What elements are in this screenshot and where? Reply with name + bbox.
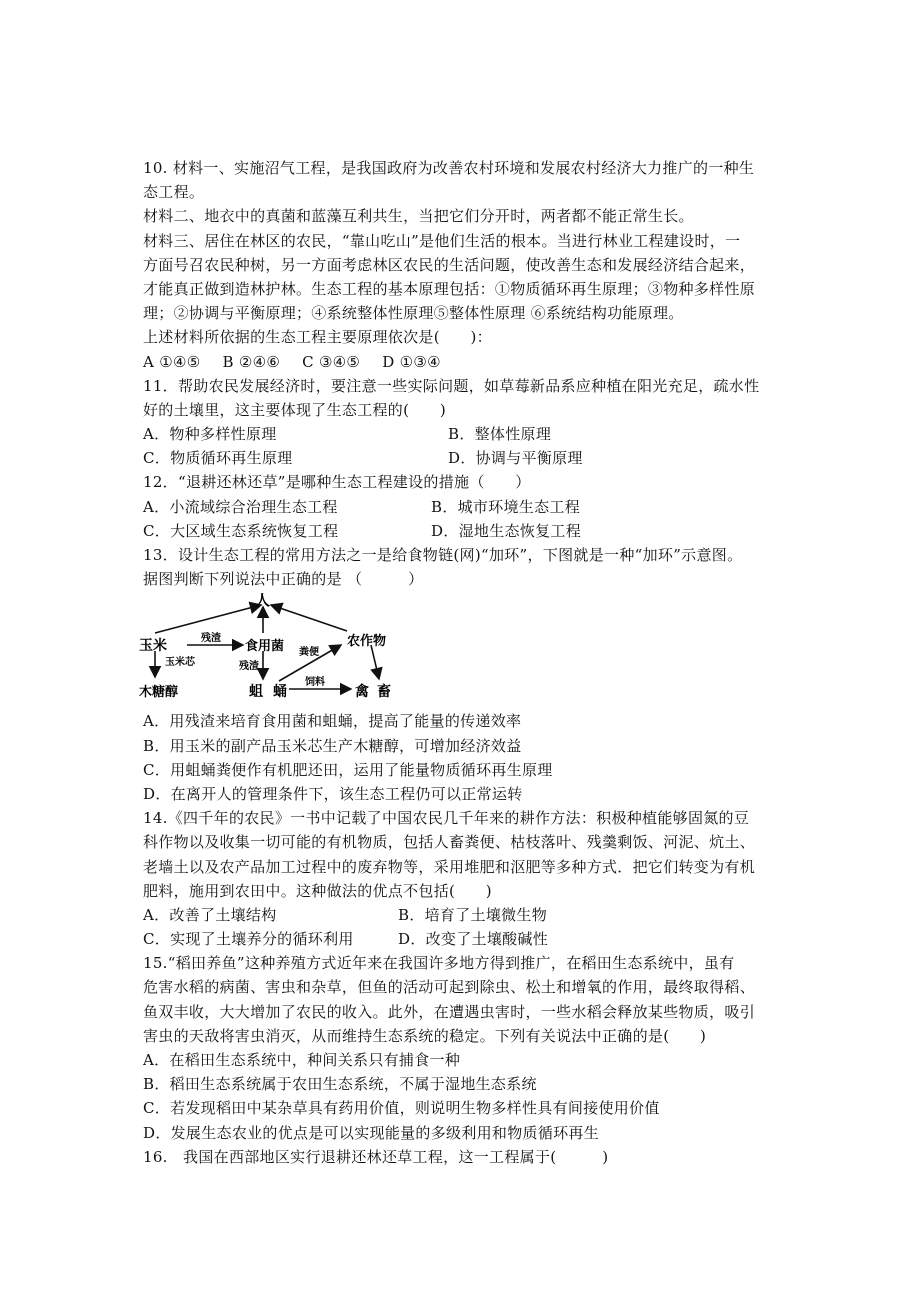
question-text: 13．设计生态工程的常用方法之一是给食物链(网)“加环”，下图就是一种“加环”示意图。 bbox=[143, 546, 743, 564]
option-d: D．在离开人的管理条件下，该生态工程仍可以正常运转 bbox=[143, 784, 523, 803]
option-d: D ①③④ bbox=[382, 352, 441, 371]
option-a: A．物种多样性原理 bbox=[143, 425, 277, 444]
node-mushroom: 食用菌 bbox=[245, 639, 285, 655]
edge-crop-to-human bbox=[271, 605, 347, 631]
question-text: 肥料，施用到农田中。这种做法的优点不包括( ) bbox=[143, 881, 492, 900]
options-row bbox=[143, 927, 783, 951]
options-row bbox=[143, 350, 783, 374]
option-b: B ②④⑥ bbox=[222, 352, 281, 371]
question-10 bbox=[143, 156, 783, 374]
question-stem: 上述材料所依据的生态工程主要原理依次是( )： bbox=[143, 328, 492, 347]
material-text: 才能真正做到造林护林。生态工程的基本原理包括：①物质循环再生原理；③物种多样性原 bbox=[143, 279, 756, 298]
option-d: D．协调与平衡原理 bbox=[448, 449, 583, 468]
edge-label-manure: 粪便 bbox=[299, 647, 319, 659]
question-13 bbox=[139, 543, 783, 806]
option-c: C ③④⑤ bbox=[302, 352, 361, 371]
node-crop: 农作物 bbox=[347, 634, 387, 650]
option-c: C．用蛆蛹粪便作有机肥还田，运用了能量物质循环再生原理 bbox=[143, 760, 553, 779]
question-text: 15.“稻田养鱼”这种养殖方式近年来在我国许多地方得到推广，在稻田生态系统中，虽有 bbox=[143, 954, 735, 973]
material-text: 方面号召农民种树，另一方面考虑林区农民的生活问题，使改善生态和发展经济结合起来， bbox=[143, 255, 756, 274]
node-livestock: 畜 bbox=[377, 684, 391, 701]
options-row bbox=[143, 495, 783, 519]
material-text: 理；②协调与平衡原理；④系统整体性原理⑤整体性原理 ⑥系统结构功能原理。 bbox=[143, 304, 684, 323]
material-text: 材料三、居住在林区的农民，“靠山吃山”是他们生活的根本。当进行林业工程建设时，一 bbox=[143, 231, 741, 250]
question-text: 老墙土以及农产品加工过程中的废弃物等，采用堆肥和沤肥等多种方式．把它们转变为有机 bbox=[143, 857, 756, 876]
question-14 bbox=[143, 806, 783, 951]
option-d: D．改变了土壤酸碱性 bbox=[398, 930, 549, 949]
option-c: C．实现了土壤养分的循环利用 bbox=[143, 930, 354, 949]
node-poultry: 禽 bbox=[355, 684, 369, 701]
node-human: 人 bbox=[255, 593, 271, 610]
option-a: A．用残渣来培育食用菌和蛆蛹，提高了能量的传递效率 bbox=[143, 712, 522, 731]
option-a: A．在稻田生态系统中，种间关系只有捕食一种 bbox=[143, 1051, 461, 1069]
node-corn: 玉米 bbox=[139, 638, 167, 655]
question-text: 危害水稻的病菌、害虫和杂草，但鱼的活动可起到除虫、松土和增氧的作用，最终取得稻、 bbox=[143, 978, 756, 997]
edge-label-corncob: 玉米芯 bbox=[165, 657, 195, 669]
node-pupa: 蛹 bbox=[273, 684, 287, 701]
edge-label-residue-2: 残渣 bbox=[239, 661, 259, 673]
option-d: D．发展生态农业的优点是可以实现能量的多级利用和物质循环再生 bbox=[143, 1123, 600, 1142]
option-b: B．培育了土壤微生物 bbox=[398, 905, 548, 924]
question-16 bbox=[143, 1145, 783, 1169]
option-d: D．湿地生态恢复工程 bbox=[431, 521, 582, 540]
edge-label-feed: 饲料 bbox=[305, 677, 325, 689]
question-11 bbox=[143, 374, 783, 471]
question-text: 科作物以及收集一切可能的有机物质，包括人畜粪便、枯枝落叶、残羹剩饭、河泥、炕土、 bbox=[143, 833, 756, 852]
food-chain-diagram bbox=[139, 593, 783, 705]
option-a: A ①④⑤ bbox=[143, 352, 201, 371]
diagram-svg bbox=[139, 593, 399, 705]
option-b: B．整体性原理 bbox=[448, 425, 552, 444]
edge-corn-to-human bbox=[155, 605, 261, 633]
material-text: 材料二、地衣中的真菌和蓝藻互利共生，当把它们分开时，两者都不能正常生长。 bbox=[143, 207, 694, 226]
edge-crop-to-livestock bbox=[371, 645, 379, 679]
question-text: 据图判断下列说法中正确的是 （ ） bbox=[143, 570, 424, 589]
node-maggot: 蛆 bbox=[249, 684, 263, 701]
edge-label-residue: 残渣 bbox=[201, 633, 221, 645]
option-c: C．大区域生态系统恢复工程 bbox=[143, 521, 339, 540]
question-text: 害虫的天敌将害虫消灭，从而维持生态系统的稳定。下列有关说法中正确的是( ) bbox=[143, 1026, 707, 1045]
option-b: B．稻田生态系统属于农田生态系统，不属于湿地生态系统 bbox=[143, 1075, 537, 1094]
options-row bbox=[143, 519, 783, 543]
question-text: 好的土壤里，这主要体现了生态工程的( ) bbox=[143, 400, 447, 419]
question-text: 10. 材料一、实施沼气工程，是我国政府为改善农村环境和发展农村经济大力推广的一种生 bbox=[143, 159, 755, 177]
option-b: B．用玉米的副产品玉米芯生产木糖醇，可增加经济效益 bbox=[143, 736, 522, 755]
question-text: 12．“退耕还林还草”是哪种生态工程建设的措施（ ） bbox=[143, 473, 531, 492]
option-c: C．若发现稻田中某杂草具有药用价值，则说明生物多样性具有间接使用价值 bbox=[143, 1099, 660, 1118]
option-a: A．改善了土壤结构 bbox=[143, 905, 277, 924]
options-row bbox=[143, 422, 783, 446]
question-text: 鱼双丰收，大大增加了农民的收入。此外，在遭遇虫害时，一些水稻会释放某些物质，吸引 bbox=[143, 1002, 756, 1021]
option-b: B．城市环境生态工程 bbox=[431, 497, 581, 516]
exam-page bbox=[139, 156, 783, 1169]
option-a: A．小流域综合治理生态工程 bbox=[143, 497, 338, 516]
question-text: 态工程。 bbox=[143, 183, 205, 202]
question-text: 16. 我国在西部地区实行退耕还林还草工程，这一工程属于( ) bbox=[143, 1147, 609, 1166]
options-row bbox=[143, 446, 783, 470]
question-15 bbox=[143, 951, 783, 1145]
option-c: C．物质循环再生原理 bbox=[143, 449, 293, 468]
options-row bbox=[143, 903, 783, 927]
question-12 bbox=[143, 470, 783, 543]
node-xylitol: 木糖醇 bbox=[139, 685, 179, 701]
question-text: 14.《四千年的农民》一书中记载了中国农民几千年来的耕作方法：积极种植能够固氮的豆 bbox=[143, 809, 750, 828]
question-text: 11．帮助农民发展经济时，要注意一些实际问题，如草莓新品系应种植在阳光充足，疏水性 bbox=[143, 376, 760, 395]
